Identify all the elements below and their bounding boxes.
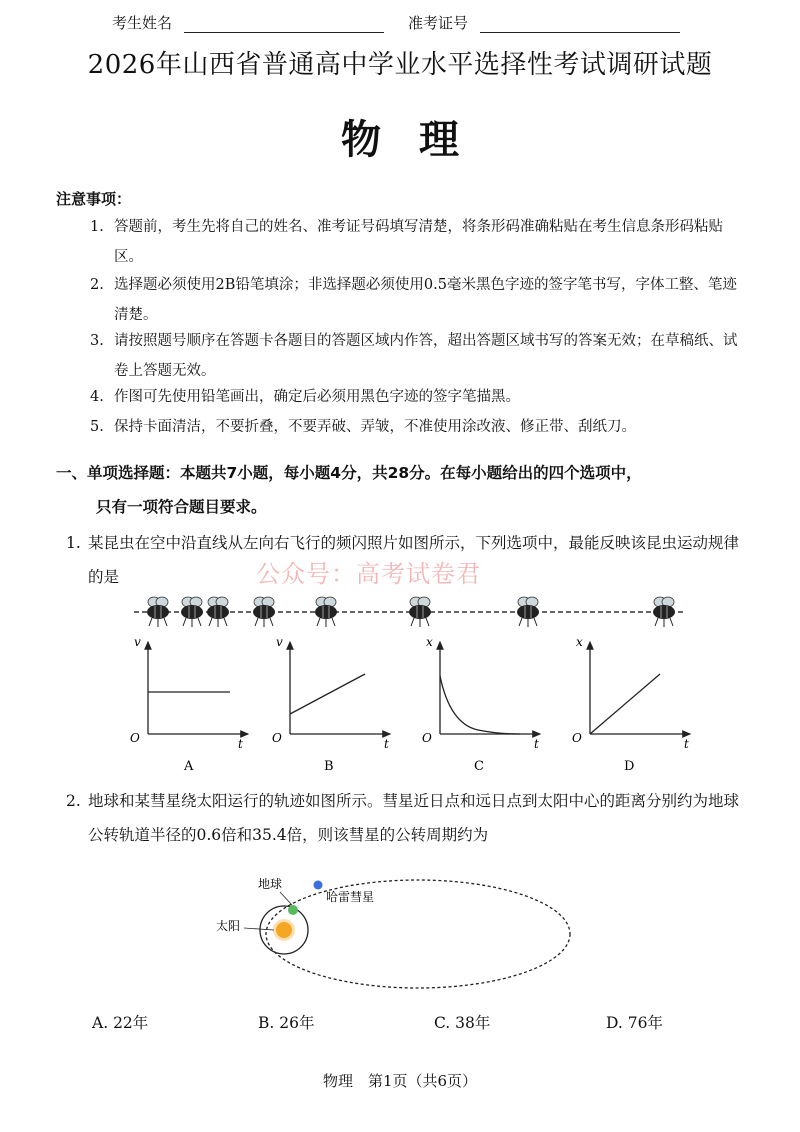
note-text: 请按照题号顺序在答题卡各题目的答题区域内作答，超出答题区域书写的答案无效；在草稿纸、试卷上答题无效。 xyxy=(114,333,738,379)
graph-a-y-label: v xyxy=(134,635,141,649)
note-num: 1. xyxy=(90,219,104,235)
name-label: 考生姓名 xyxy=(112,14,173,32)
question-2 xyxy=(66,784,746,852)
insect-icon xyxy=(315,597,337,627)
comet-label: 哈雷彗星 xyxy=(326,890,375,904)
graph-b-origin: O xyxy=(272,731,282,745)
note-num: 4. xyxy=(90,389,104,405)
note-text: 选择题必须使用2B铅笔填涂；非选择题必须使用0.5毫米黑色字迹的签字笔书写，字体工整、笔迹清楚。 xyxy=(114,277,737,323)
graph-c-origin: O xyxy=(422,731,432,745)
header-fields xyxy=(0,10,800,36)
insect-icon xyxy=(207,597,229,627)
note-item xyxy=(90,326,750,386)
note-item xyxy=(90,212,750,272)
insect-strobe-figure xyxy=(130,592,690,632)
insect-icon xyxy=(147,597,169,627)
option-a[interactable]: A. 22年 xyxy=(92,1014,149,1032)
note-num: 3. xyxy=(90,333,104,349)
id-field[interactable] xyxy=(480,32,680,33)
watermark: 公众号：高考试卷君 xyxy=(256,560,481,588)
notes-heading: 注意事项： xyxy=(56,190,132,208)
question-text: 地球和某彗星绕太阳运行的轨迹如图所示。彗星近日点和远日点到太阳中心的距离分别约为地球公转轨道半径的0.6倍和35.4倍，则该彗星的公转周期约为 xyxy=(88,792,740,844)
graph-b-x-label: t xyxy=(384,737,389,751)
graph-a-origin: O xyxy=(130,731,140,745)
comet-orbit xyxy=(266,880,570,988)
note-num: 5. xyxy=(90,419,104,435)
graph-c-label: C xyxy=(474,759,484,774)
graph-d-y-label: x xyxy=(576,635,583,649)
insect-icon xyxy=(653,597,675,627)
note-text: 答题前，考生先将自己的姓名、准考证号码填写清楚，将条形码准确粘贴在考生信息条形码粘贴区。 xyxy=(114,219,723,265)
graph-c-y-label: x xyxy=(426,635,433,649)
graph-c[interactable] xyxy=(422,635,540,774)
graph-c-x-label: t xyxy=(534,737,539,751)
insect-icon xyxy=(181,597,203,627)
insect-icon xyxy=(517,597,539,627)
page-footer: 物理 第1页（共6页） xyxy=(322,1072,478,1090)
option-c[interactable]: C. 38年 xyxy=(434,1014,491,1032)
section-heading-line2: 只有一项符合题目要求。 xyxy=(96,498,267,516)
graph-d-origin: O xyxy=(572,731,582,745)
option-d[interactable]: D. 76年 xyxy=(606,1014,663,1032)
graph-b-label: B xyxy=(324,759,334,774)
question-text: 某昆虫在空中沿直线从左向右飞行的频闪照片如图所示，下列选项中，最能反映该昆虫运动规律的是 xyxy=(88,534,740,586)
graph-a[interactable] xyxy=(130,635,248,774)
graph-b-y-label: v xyxy=(276,635,283,649)
earth-label: 地球 xyxy=(258,877,283,891)
note-num: 2. xyxy=(90,277,104,293)
graph-b[interactable] xyxy=(272,635,390,774)
graph-d-label: D xyxy=(624,759,635,774)
note-text: 作图可先使用铅笔画出，确定后必须用黑色字迹的签字笔描黑。 xyxy=(114,389,520,405)
option-b[interactable]: B. 26年 xyxy=(258,1014,315,1032)
note-item xyxy=(90,270,750,330)
earth-icon xyxy=(288,905,298,915)
graph-a-label: A xyxy=(184,759,194,774)
name-field[interactable] xyxy=(184,32,384,33)
exam-title: 2026年山西省普通高中学业水平选择性考试调研试题 xyxy=(87,50,713,80)
question-number: 1. xyxy=(66,534,81,552)
graph-d-curve xyxy=(590,674,660,734)
comet-icon xyxy=(314,881,323,890)
note-item xyxy=(90,382,750,412)
section-heading-line1: 一、单项选择题：本题共7小题，每小题4分，共28分。在每小题给出的四个选项中， xyxy=(56,464,642,482)
graph-d[interactable] xyxy=(572,635,690,774)
subject-title: 物理 xyxy=(341,116,497,163)
insect-icon xyxy=(253,597,275,627)
id-label: 准考证号 xyxy=(408,14,469,32)
note-text: 保持卡面清洁，不要折叠，不要弄破、弄皱，不准使用涂改液、修正带、刮纸刀。 xyxy=(114,419,636,435)
q1-option-graphs xyxy=(118,632,718,782)
graph-a-x-label: t xyxy=(238,737,243,751)
section-heading xyxy=(56,456,756,524)
orbit-diagram xyxy=(210,868,580,998)
graph-b-curve xyxy=(290,674,365,714)
note-item xyxy=(90,412,750,442)
graph-c-curve xyxy=(440,676,520,734)
sun-label: 太阳 xyxy=(216,919,241,933)
graph-d-x-label: t xyxy=(684,737,689,751)
question-number: 2. xyxy=(66,792,81,810)
insect-icon xyxy=(409,597,431,627)
